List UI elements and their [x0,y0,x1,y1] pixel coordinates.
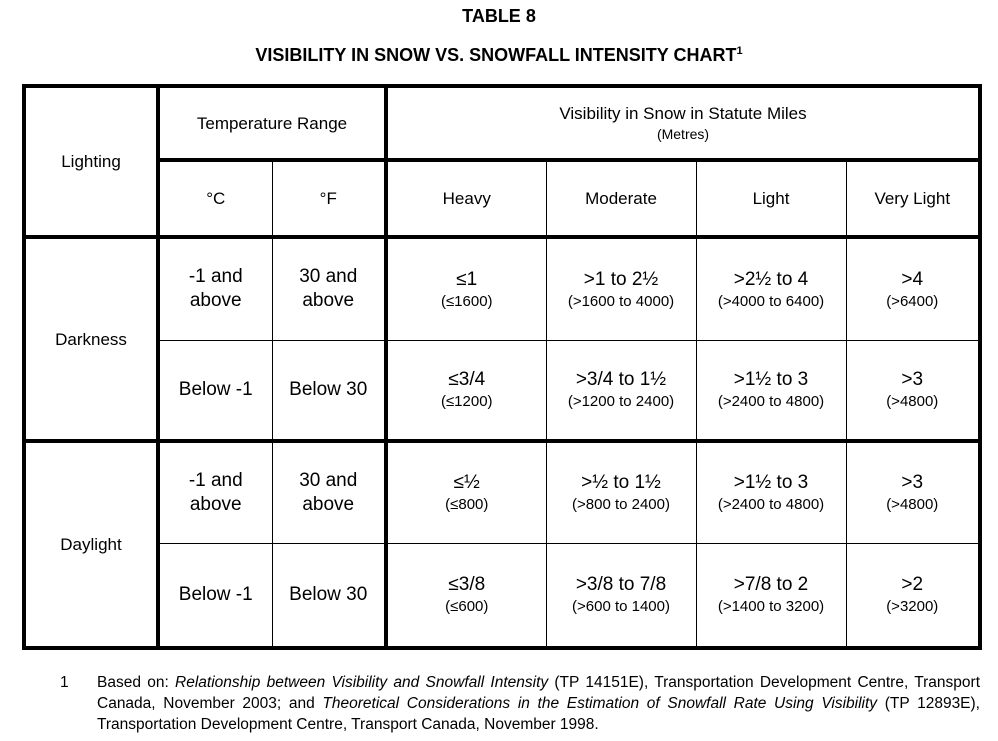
miles-value: >2½ to 4 [733,268,809,290]
miles-value: >1 to 2½ [583,268,659,290]
moderate-cell [546,441,696,543]
heavy-cell [386,543,546,648]
fahrenheit-cell [272,543,386,648]
header-visibility [386,86,980,160]
miles-value: >3/8 to 7/8 [575,574,667,596]
moderate-cell [546,340,696,441]
header-heavy: Heavy [386,160,546,237]
moderate-cell [546,237,696,340]
miles-value: >3 [901,369,924,391]
celsius-cell [158,543,272,648]
visibility-table [22,84,982,650]
footnote-ref: 1 [736,45,743,57]
metres-value: (≤600) [445,598,489,616]
header-very-light: Very Light [846,160,980,237]
cell-line: above [302,290,355,312]
moderate-cell [546,543,696,648]
very-light-cell [846,237,980,340]
footnote-source-title: Relationship between Visibility and Snowfall Intensity [175,674,549,691]
metres-value: (>800 to 2400) [572,496,670,514]
table-row [24,237,980,340]
metres-value: (>4800) [886,393,939,411]
metres-value: (>4000 to 6400) [717,292,825,310]
header-light: Light [696,160,846,237]
cell-line: Below -1 [178,583,253,605]
fahrenheit-cell [272,340,386,441]
metres-value: (≤1600) [440,292,493,310]
cell-line: 30 and [299,469,358,491]
miles-value: ≤½ [453,472,480,494]
lighting-daylight: Daylight [24,441,158,648]
light-cell [696,237,846,340]
fahrenheit-cell [272,441,386,543]
metres-value: (>1400 to 3200) [717,598,825,616]
footnote-source-title: Theoretical Considerations in the Estimation of Snowfall Rate Using Visibility [322,695,878,712]
metres-value: (>2400 to 4800) [717,393,825,411]
miles-value: ≤3/4 [448,369,486,391]
light-cell [696,441,846,543]
metres-value: (>600 to 1400) [572,598,670,616]
metres-value: (>3200) [886,598,939,616]
cell-line: above [189,493,242,515]
cell-line: Below 30 [289,378,368,400]
heavy-cell [386,237,546,340]
miles-value: >1½ to 3 [733,369,809,391]
table-row [24,441,980,543]
heavy-cell [386,340,546,441]
header-visibility-title: Visibility in Snow in Statute Miles [559,104,807,123]
header-temperature-range: Temperature Range [158,86,386,160]
footnote-part: Based on: [97,674,176,691]
metres-value: (≤800) [445,496,489,514]
header-visibility-unit: (Metres) [656,126,710,142]
light-cell [696,340,846,441]
header-fahrenheit: °F [272,160,386,237]
metres-value: (>2400 to 4800) [717,496,825,514]
table-row [24,543,980,648]
cell-line: -1 and [188,266,243,288]
footnote-part: (TP 14151E), Transportation Development Centre, Transport Canada, November 2003; and [97,674,981,712]
cell-line: above [189,290,242,312]
celsius-cell [158,237,272,340]
very-light-cell [846,340,980,441]
miles-value: ≤3/8 [448,574,486,596]
very-light-cell [846,441,980,543]
miles-value: >½ to 1½ [581,472,661,494]
cell-line: Below -1 [178,378,253,400]
cell-line: 30 and [299,266,358,288]
metres-value: (>1600 to 4000) [567,292,675,310]
header-moderate: Moderate [546,160,696,237]
celsius-cell [158,441,272,543]
footnote-part: (TP 12893E), Transportation Development Centre, Transport Canada, November 1998. [97,695,980,733]
footnote-number: 1 [60,674,69,691]
light-cell [696,543,846,648]
miles-value: >3 [901,472,924,494]
header-lighting: Lighting [24,86,158,237]
lighting-darkness: Darkness [24,237,158,441]
table-title-text: VISIBILITY IN SNOW VS. SNOWFALL INTENSITY CHART [255,45,737,65]
miles-value: >2 [901,574,924,596]
metres-value: (>1200 to 2400) [567,393,675,411]
metres-value: (>4800) [886,496,939,514]
miles-value: ≤1 [456,268,478,290]
table-title [0,45,998,66]
table-row [24,340,980,441]
celsius-cell [158,340,272,441]
cell-line: Below 30 [289,583,368,605]
metres-value: (>6400) [886,292,939,310]
very-light-cell [846,543,980,648]
metres-value: (≤1200) [440,393,493,411]
miles-value: >4 [901,268,924,290]
table-number: TABLE 8 [462,6,536,26]
cell-line: -1 and [188,469,243,491]
heavy-cell [386,441,546,543]
miles-value: >1½ to 3 [733,472,809,494]
miles-value: >3/4 to 1½ [575,369,667,391]
header-celsius: °C [158,160,272,237]
cell-line: above [302,493,355,515]
fahrenheit-cell [272,237,386,340]
footnote-text [97,672,980,735]
miles-value: >7/8 to 2 [733,574,809,596]
